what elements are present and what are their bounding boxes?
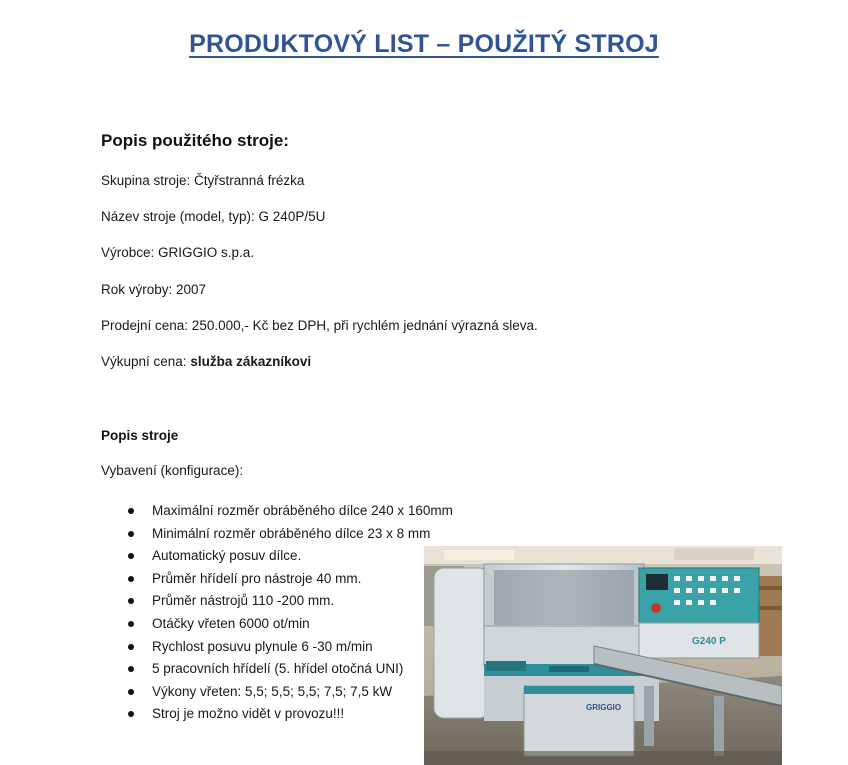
list-item: Výkony vřeten: 5,5; 5,5; 5,5; 7,5; 7,5 kW — [128, 681, 453, 704]
bullet-icon — [128, 598, 134, 604]
buyout-price — [101, 354, 311, 369]
machine-name: Název stroje (model, typ): G 240P/5U — [101, 209, 326, 224]
buyout-label: Výkupní cena: — [101, 354, 191, 369]
machine-price: Prodejní cena: 250.000,- Kč bez DPH, při rychlém jednání výrazná sleva. — [101, 318, 538, 333]
list-item: Otáčky vřeten 6000 ot/min — [128, 613, 453, 636]
bullet-icon — [128, 711, 134, 717]
list-item: Maximální rozměr obráběného dílce 240 x 160mm — [128, 500, 453, 523]
photo-model-label: G240 P — [692, 636, 726, 647]
list-item: Minimální rozměr obráběného dílce 23 x 8 mm — [128, 523, 453, 546]
configuration-list — [128, 500, 453, 726]
list-item: 5 pracovních hřídelí (5. hřídel otočná UNI) — [128, 658, 453, 681]
buyout-value: služba zákazníkovi — [190, 354, 312, 369]
list-item: Průměr hřídelí pro nástroje 40 mm. — [128, 568, 453, 591]
list-item: Automatický posuv dílce. — [128, 545, 453, 568]
section-heading-used-machine: Popis použitého stroje: — [101, 131, 289, 150]
machine-maker: Výrobce: GRIGGIO s.p.a. — [101, 245, 255, 260]
machine-photo — [424, 546, 782, 765]
bullet-icon — [128, 666, 134, 672]
list-item: Rychlost posuvu plynule 6 -30 m/min — [128, 636, 453, 659]
configuration-label: Vybavení (konfigurace): — [101, 463, 244, 478]
bullet-icon — [128, 576, 134, 582]
section-heading-machine-description: Popis stroje — [101, 428, 179, 443]
photo-brand-label: GRIGGIO — [586, 703, 622, 712]
list-item: Průměr nástrojů 110 -200 mm. — [128, 590, 453, 613]
machine-group: Skupina stroje: Čtyřstranná frézka — [101, 173, 305, 188]
machine-year: Rok výroby: 2007 — [101, 282, 207, 297]
bullet-icon — [128, 553, 134, 559]
bullet-icon — [128, 644, 134, 650]
bullet-icon — [128, 689, 134, 695]
bullet-icon — [128, 508, 134, 514]
list-item: Stroj je možno vidět v provozu!!! — [128, 703, 453, 726]
bullet-icon — [128, 621, 134, 627]
bullet-icon — [128, 531, 134, 537]
page-title: PRODUKTOVÝ LIST – POUŽITÝ STROJ — [189, 30, 659, 58]
